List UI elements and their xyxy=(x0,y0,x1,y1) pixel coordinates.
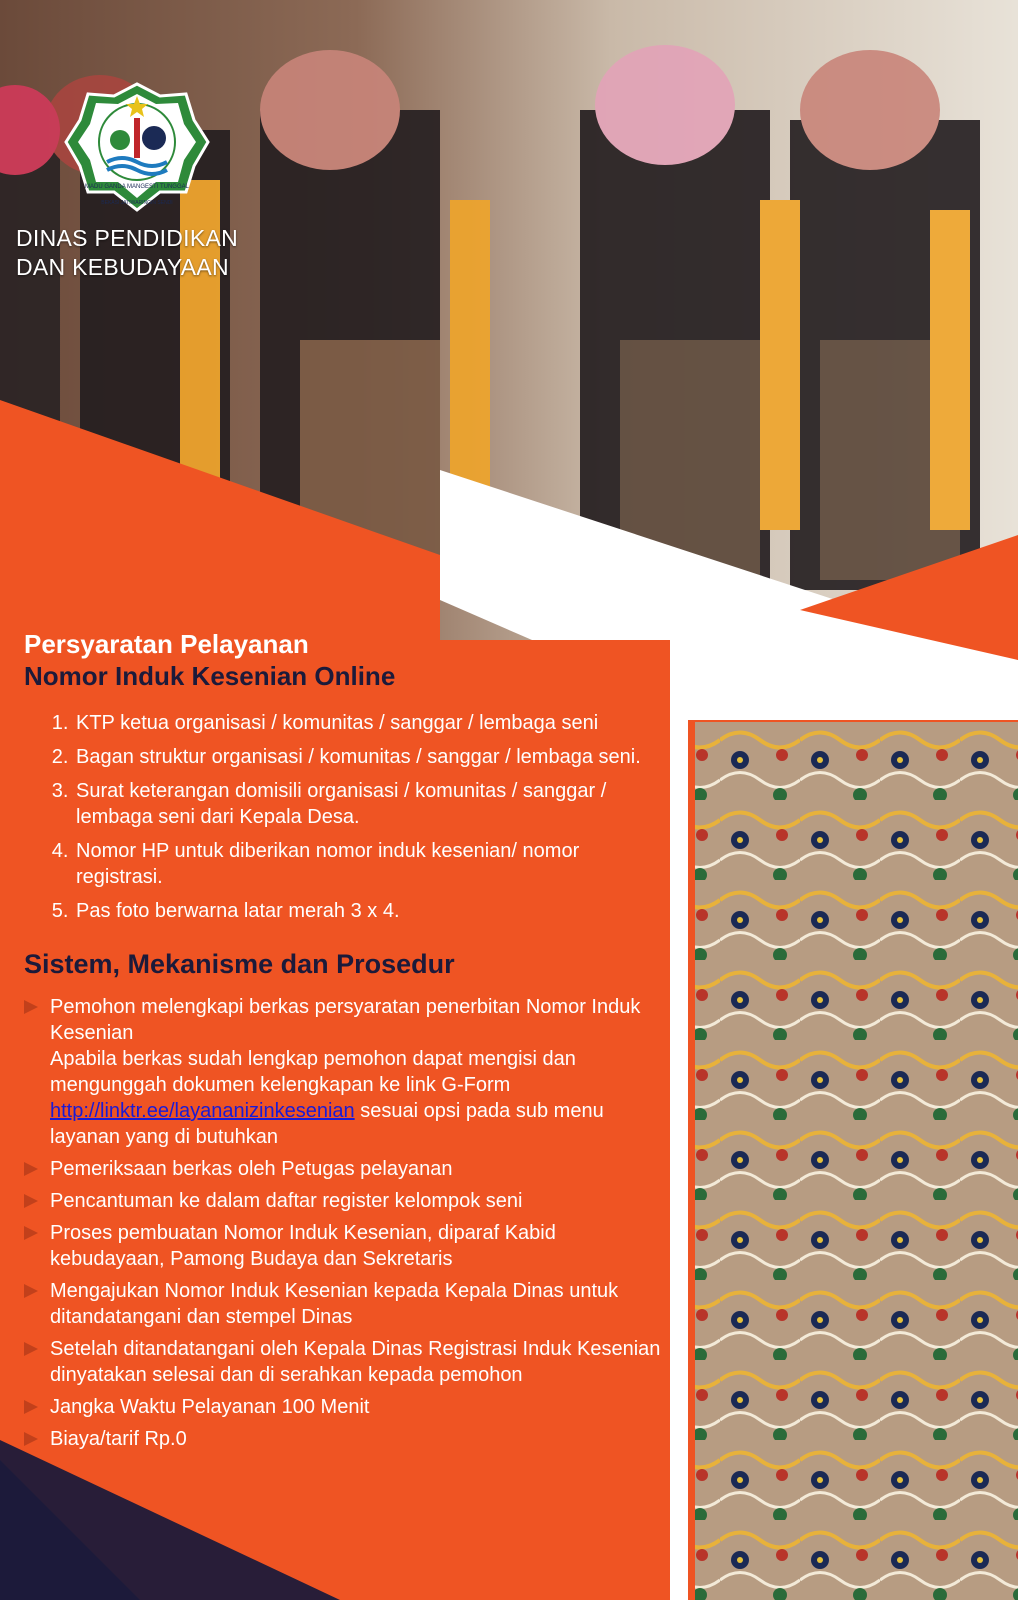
logo-motto: MADU GANDA MANGESTI TUNGGAL xyxy=(85,184,189,190)
step-text: Pemeriksaan berkas oleh Petugas pelayanan xyxy=(50,1158,453,1180)
arrow-bullet-icon xyxy=(24,1400,38,1414)
procedure-title: Sistem, Mekanisme dan Prosedur xyxy=(24,949,455,979)
logo xyxy=(62,80,212,220)
requirement-item: 5. Pas foto berwarna latar merah 3 x 4. xyxy=(74,898,664,924)
procedure-steps xyxy=(24,994,664,1452)
arrow-bullet-icon xyxy=(24,1194,38,1208)
main-content xyxy=(24,628,664,1458)
step-text: Proses pembuatan Nomor Induk Kesenian, diparaf Kabid kebudayaan, Pamong Budaya dan Sekretaris xyxy=(50,1222,556,1270)
procedure-step xyxy=(24,1156,664,1182)
requirements-list xyxy=(24,710,664,924)
arrow-bullet-icon xyxy=(24,1284,38,1298)
step-text: Pencantuman ke dalam daftar register kelompok seni xyxy=(50,1190,523,1212)
arrow-bullet-icon xyxy=(24,1226,38,1240)
step-text: Pemohon melengkapi berkas persyaratan penerbitan Nomor Induk Kesenian xyxy=(50,996,641,1044)
requirement-item: 4. Nomor HP untuk diberikan nomor induk kesenian/ nomor registrasi. xyxy=(74,838,664,890)
procedure-step xyxy=(24,1220,664,1272)
org-line-1: DINAS PENDIDIKAN xyxy=(16,225,239,251)
requirement-item: 3. Surat keterangan domisili organisasi / komunitas / sanggar / lembaga seni dari Kepala Desa. xyxy=(74,778,664,830)
requirements-title-line-2: Nomor Induk Kesenian Online xyxy=(24,661,396,691)
requirement-item: 2. Bagan struktur organisasi / komunitas / sanggar / lembaga seni. xyxy=(74,744,664,770)
arrow-bullet-icon xyxy=(24,1000,38,1014)
step-subtext xyxy=(50,1046,664,1150)
requirements-title-line-1: Persyaratan Pelayanan xyxy=(24,629,309,659)
procedure-step xyxy=(24,1426,664,1452)
step-subtext-after: sesuai opsi pada sub menu layanan yang di butuhkan xyxy=(50,1100,604,1148)
arrow-bullet-icon xyxy=(24,1432,38,1446)
emblem-icon xyxy=(62,80,212,220)
step-subtext-body: Apabila berkas sudah lengkap pemohon dapat mengisi dan mengunggah dokumen kelengkapan ke link G-Form xyxy=(50,1048,576,1096)
procedure-step xyxy=(24,1394,664,1420)
gform-link[interactable]: http://linktr.ee/layananizinkesenian xyxy=(50,1100,355,1122)
procedure-step xyxy=(24,1278,664,1330)
step-text: Mengajukan Nomor Induk Kesenian kepada Kepala Dinas untuk ditandatangani dan stempel Dinas xyxy=(50,1280,619,1328)
logo-subtext: BEKASI JATIWARINGIN SENDI xyxy=(101,200,173,206)
step-text: Biaya/tarif Rp.0 xyxy=(50,1428,187,1450)
procedure-step xyxy=(24,1188,664,1214)
procedure-step xyxy=(24,1336,664,1388)
organization-name xyxy=(16,224,238,282)
step-text: Jangka Waktu Pelayanan 100 Menit xyxy=(50,1396,370,1418)
org-line-2: DAN KEBUDAYAAN xyxy=(16,254,229,280)
arrow-bullet-icon xyxy=(24,1162,38,1176)
procedure-step xyxy=(24,994,664,1150)
requirement-item: 1. KTP ketua organisasi / komunitas / sanggar / lembaga seni xyxy=(74,710,664,736)
step-text: Setelah ditandatangani oleh Kepala Dinas Registrasi Induk Kesenian dinyatakan selesai dan di serahkan kepada pemohon xyxy=(50,1338,661,1386)
arrow-bullet-icon xyxy=(24,1342,38,1356)
